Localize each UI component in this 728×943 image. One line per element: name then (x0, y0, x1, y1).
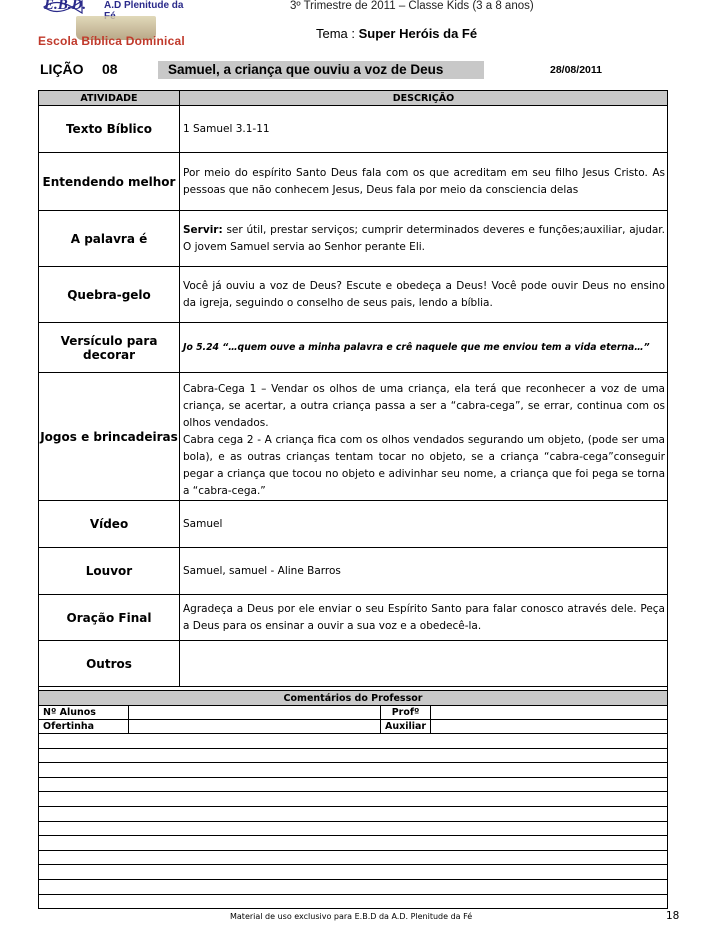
palavra-word: Servir: (183, 223, 223, 236)
row-desc-louvor: Samuel, samuel - Aline Barros (180, 548, 668, 595)
comment-line-cell[interactable] (39, 836, 668, 851)
versiculo-text: Jo 5.24 “…quem ouve a minha palavra e crê naquele que me enviou tem a vida eterna…” (183, 342, 650, 353)
comment-line (39, 734, 668, 749)
table-row (39, 595, 668, 641)
logo (36, 0, 186, 52)
table-row (39, 373, 668, 501)
comment-line (39, 836, 668, 851)
comment-line-cell[interactable] (39, 763, 668, 778)
comment-line-cell[interactable] (39, 734, 668, 749)
alunos-label: Nº Alunos (39, 706, 129, 720)
lesson-header (40, 61, 668, 79)
table-row (39, 641, 668, 687)
comment-line-cell[interactable] (39, 894, 668, 909)
tema-value: Super Heróis da Fé (358, 26, 478, 41)
prof-value[interactable] (431, 706, 668, 720)
oferta-label: Ofertinha (39, 720, 129, 734)
table-row (39, 153, 668, 211)
comment-line (39, 777, 668, 792)
comment-line (39, 806, 668, 821)
comment-line-cell[interactable] (39, 850, 668, 865)
footer-text: Material de uso exclusivo para E.B.D da A.D. Plenitude da Fé (230, 912, 473, 921)
comment-line (39, 792, 668, 807)
col-header-description: DESCRIÇÃO (180, 91, 668, 106)
row-label-oracao: Oração Final (39, 595, 180, 641)
alunos-value[interactable] (129, 706, 381, 720)
licao-number: 08 (102, 61, 118, 77)
prof-label: Profº (381, 706, 431, 720)
comment-line (39, 865, 668, 880)
tema-heading (316, 26, 477, 41)
jogos-game-2: Cabra cega 2 - A criança fica com os olhos vendados segurando um objeto, (pode ser uma bola), e as outras crianças tentam tocar no objeto, se a criança “cabra-cega”conseguir pegar a criança que tocou no objeto e adivinhar seu nome, a criança que foi pega se torna a “cabra-cega.” (183, 434, 665, 497)
row-label-texto: Texto Bíblico (39, 106, 180, 153)
table-row (39, 548, 668, 595)
auxiliar-label: Auxiliar (381, 720, 431, 734)
comment-line-cell[interactable] (39, 865, 668, 880)
table-row (39, 106, 668, 153)
row-label-entendendo: Entendendo melhor (39, 153, 180, 211)
row-label-outros: Outros (39, 641, 180, 687)
table-row (39, 501, 668, 548)
oferta-row (39, 720, 668, 734)
row-label-versiculo: Versículo para decorar (39, 323, 180, 373)
comment-line-cell[interactable] (39, 879, 668, 894)
comment-line-cell[interactable] (39, 821, 668, 836)
activity-table (38, 90, 668, 695)
row-label-video: Vídeo (39, 501, 180, 548)
row-desc-texto: 1 Samuel 3.1-11 (180, 106, 668, 153)
row-desc-versiculo (180, 323, 668, 373)
comments-title: Comentários do Professor (39, 691, 668, 706)
row-desc-palavra (180, 211, 668, 267)
alunos-row (39, 706, 668, 720)
logo-plenitude: A.D Plenitude da (104, 0, 184, 11)
row-label-palavra: A palavra é (39, 211, 180, 267)
logo-ebd: E.B.D. (44, 0, 87, 13)
table-row (39, 323, 668, 373)
comment-line-cell[interactable] (39, 806, 668, 821)
trimestre-heading: 3º Trimestre de 2011 – Classe Kids (3 a 8 anos) (290, 0, 534, 12)
comment-line (39, 879, 668, 894)
row-desc-jogos (180, 373, 668, 501)
comment-line (39, 894, 668, 909)
comment-line (39, 748, 668, 763)
licao-label: LIÇÃO (40, 61, 84, 77)
comment-line (39, 763, 668, 778)
row-desc-oracao: Agradeça a Deus por ele enviar o seu Espírito Santo para falar conosco através dele. Peça a Deus para os ensinar a ouvir a sua voz e a obedecê-la. (180, 595, 668, 641)
auxiliar-value[interactable] (431, 720, 668, 734)
lesson-date: 28/08/2011 (550, 64, 602, 76)
comments-table (38, 690, 668, 909)
tema-label: Tema : (316, 26, 359, 41)
lesson-title: Samuel, a criança que ouviu a voz de Deus (158, 61, 484, 79)
comment-line (39, 850, 668, 865)
col-header-activity: ATIVIDADE (39, 91, 180, 106)
row-desc-quebra: Você já ouviu a voz de Deus? Escute e obedeça a Deus! Você pode ouvir Deus no ensino da igreja, seguindo o conselho de seus pais, lendo a bíblia. (180, 267, 668, 323)
table-row (39, 267, 668, 323)
comment-line-cell[interactable] (39, 792, 668, 807)
comment-line (39, 821, 668, 836)
oferta-value[interactable] (129, 720, 381, 734)
table-row (39, 211, 668, 267)
row-label-louvor: Louvor (39, 548, 180, 595)
comment-line-cell[interactable] (39, 777, 668, 792)
comment-line-cell[interactable] (39, 748, 668, 763)
palavra-text: ser útil, prestar serviços; cumprir determinados deveres e funções;auxiliar, ajudar. O jovem Samuel servia ao Senhor perante Eli. (183, 223, 665, 253)
comments-header-row (39, 691, 668, 706)
row-desc-entendendo: Por meio do espírito Santo Deus fala com os que acreditam em seu filho Jesus Cristo. As pessoas que não conhecem Jesus, Deus fala por meio da consciencia delas (180, 153, 668, 211)
logo-escola: Escola Bíblica Dominical (38, 34, 185, 48)
row-label-jogos: Jogos e brincadeiras (39, 373, 180, 501)
page-number: 18 (666, 910, 680, 922)
row-desc-video: Samuel (180, 501, 668, 548)
table-header-row (39, 91, 668, 106)
row-label-quebra: Quebra-gelo (39, 267, 180, 323)
row-desc-outros (180, 641, 668, 687)
jogos-game-1: Cabra-Cega 1 – Vendar os olhos de uma criança, ela terá que reconhecer a voz de uma criança, se acertar, a outra criança passa a ser a “cabra-cega”, se errar, continua com os olhos vendados. (183, 383, 665, 429)
